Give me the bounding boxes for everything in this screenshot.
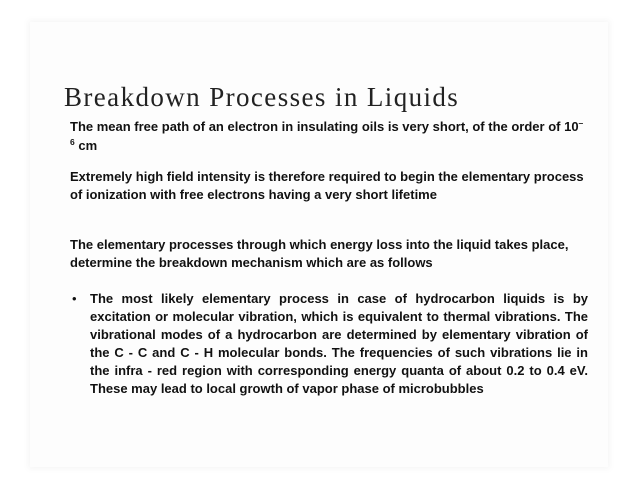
bullet-item-hydrocarbon	[70, 290, 588, 398]
paragraph-field-intensity: Extremely high field intensity is therefore required to begin the elementary process of ionization with free electrons having a very short lifetime	[70, 169, 584, 202]
paragraph-elementary-processes: The elementary processes through which energy loss into the liquid takes place, determine the breakdown mechanism which are as follows	[70, 237, 569, 270]
paragraph-mean-free-path	[70, 118, 590, 156]
bullet-text: The most likely elementary process in case of hydrocarbon liquids is by excitation or molecular vibration, which is equivalent to thermal vibrations. The vibrational modes of a hydrocarbon are determined by elementary vibration of the C - C and C - H molecular bonds. The frequencies of such vibrations lie in the infra - red region with corresponding energy quanta of about 0.2 to 0.4 eV. These may lead to local growth of vapor phase of microbubbles	[90, 291, 588, 396]
slide-title: Breakdown Processes in Liquids	[64, 82, 460, 112]
unit-label: cm	[74, 138, 98, 153]
bullet-icon: •	[72, 291, 77, 306]
exponent-superscript: – 6	[70, 118, 584, 147]
paragraph-mean-free-path-text: The mean free path of an electron in insulating oils is very short, of the order of 10	[70, 119, 579, 134]
